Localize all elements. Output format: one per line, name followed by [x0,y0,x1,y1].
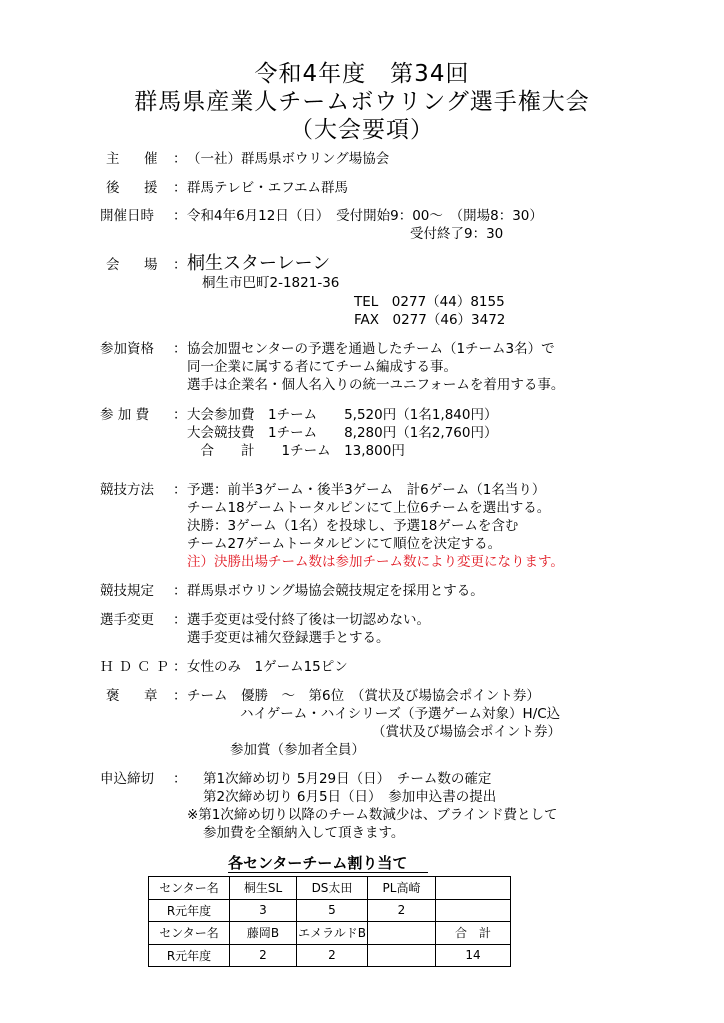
table-cell: DS太田 [297,877,368,900]
method-note: 注）決勝出場チーム数は参加チーム数により変更になります。 [187,554,564,570]
table-row [149,877,511,900]
change-label: 選手変更 [100,612,154,628]
awards-line-2: ハイゲーム・ハイシリーズ（予選ゲーム対象）H/C込 [240,706,561,722]
change-line: 選手変更は補欠登録選手とする。 [187,630,390,646]
hdcp-label: ＨＤＣＰ [100,659,174,675]
rules-value: 群馬県ボウリング場協会競技規定を採用とする。 [187,583,484,599]
organizer-value: （一社）群馬県ボウリング場協会 [187,151,390,167]
fee-line: 大会参加費 1チーム 5,520円（1名1,840円） [187,407,498,423]
table-cell [436,877,511,900]
deadline-line: 第2次締め切り 6月5日（日） 参加申込書の提出 [203,789,497,805]
table-cell: センター名 [149,922,230,945]
table-cell: 2 [230,944,297,967]
table-cell: R元年度 [149,899,230,922]
method-line: 予選：前半3ゲーム・後半3ゲーム 計6ゲーム（1名当り） [187,482,546,498]
date-line-2: 受付終了9：30 [410,226,504,242]
table-cell: 3 [230,899,297,922]
table-cell: 藤岡B [230,922,297,945]
venue-tel: TEL 0277（44）8155 [354,294,505,310]
eligibility-line: 協会加盟センターの予選を通過したチーム（1チーム3名）で [187,341,555,357]
title-line-2: 群馬県産業人チームボウリング選手権大会 [134,89,590,115]
table-cell: センター名 [149,877,230,900]
table-cell: R元年度 [149,944,230,967]
table-row [149,922,511,945]
eligibility-label: 参加資格 [100,341,154,357]
venue-name: 桐生スターレーン [187,253,331,274]
awards-line-4: 参加賞（参加者全員） [230,742,365,758]
fee-total: 合 計 1チーム 13,800円 [187,443,405,459]
table-cell: PL高崎 [368,877,436,900]
allocation-table [148,876,511,967]
eligibility-line: 選手は企業名・個人名入りの統一ユニフォームを着用する事。 [187,377,565,393]
table-cell: 2 [297,944,368,967]
deadline-line: 第1次締め切り 5月29日（日） チーム数の確定 [203,771,492,787]
deadline-label: 申込締切 [100,771,154,787]
allocation-heading: 各センターチーム割り当て [228,854,408,872]
venue-fax: FAX 0277（46）3472 [354,312,506,328]
title-line-3: （大会要項） [290,117,434,143]
heading-underline [228,872,428,873]
hdcp-value: 女性のみ 1ゲーム15ピン [187,659,348,675]
date-line-1: 令和4年6月12日（日） 受付開始9：00～ （開場8：30） [187,208,543,224]
table-cell: エメラルドB [297,922,368,945]
support-value: 群馬テレビ・エフエム群馬 [187,180,349,196]
fee-line: 大会競技費 1チーム 8,280円（1名2,760円） [187,425,498,441]
change-line: 選手変更は受付終了後は一切認めない。 [187,612,430,628]
awards-line-1: チーム 優勝 ～ 第6位 （賞状及び場協会ポイント券） [187,688,540,704]
table-cell: 14 [436,944,511,967]
method-line: 決勝：3ゲーム（1名）を投球し、予選18ゲームを含む [187,518,519,534]
venue-address: 桐生市巴町2-1821-36 [202,275,340,291]
table-cell: 2 [368,899,436,922]
table-row [149,944,511,967]
table-row [149,899,511,922]
table-cell [368,944,436,967]
table-cell: 5 [297,899,368,922]
deadline-note-2: 参加費を全額納入して頂きます。 [203,825,405,841]
table-cell [436,899,511,922]
fee-label: 参 加 費 [100,407,150,423]
method-label: 競技方法 [100,482,154,498]
method-line: チーム18ゲームトータルピンにて上位6チームを選出する。 [187,500,551,516]
deadline-note-1: ※第1次締め切り以降のチーム数減少は、ブラインド費として [187,807,558,823]
title-line-1: 令和4年度 第34回 [254,61,470,87]
date-label: 開催日時 [100,208,154,224]
eligibility-line: 同一企業に属する者にてチーム編成する事。 [187,359,457,375]
table-cell: 合 計 [436,922,511,945]
table-cell [368,922,436,945]
awards-line-3: （賞状及び場協会ポイント券） [372,724,561,740]
method-line: チーム27ゲームトータルピンにて順位を決定する。 [187,536,502,552]
rules-label: 競技規定 [100,583,154,599]
table-cell: 桐生SL [230,877,297,900]
